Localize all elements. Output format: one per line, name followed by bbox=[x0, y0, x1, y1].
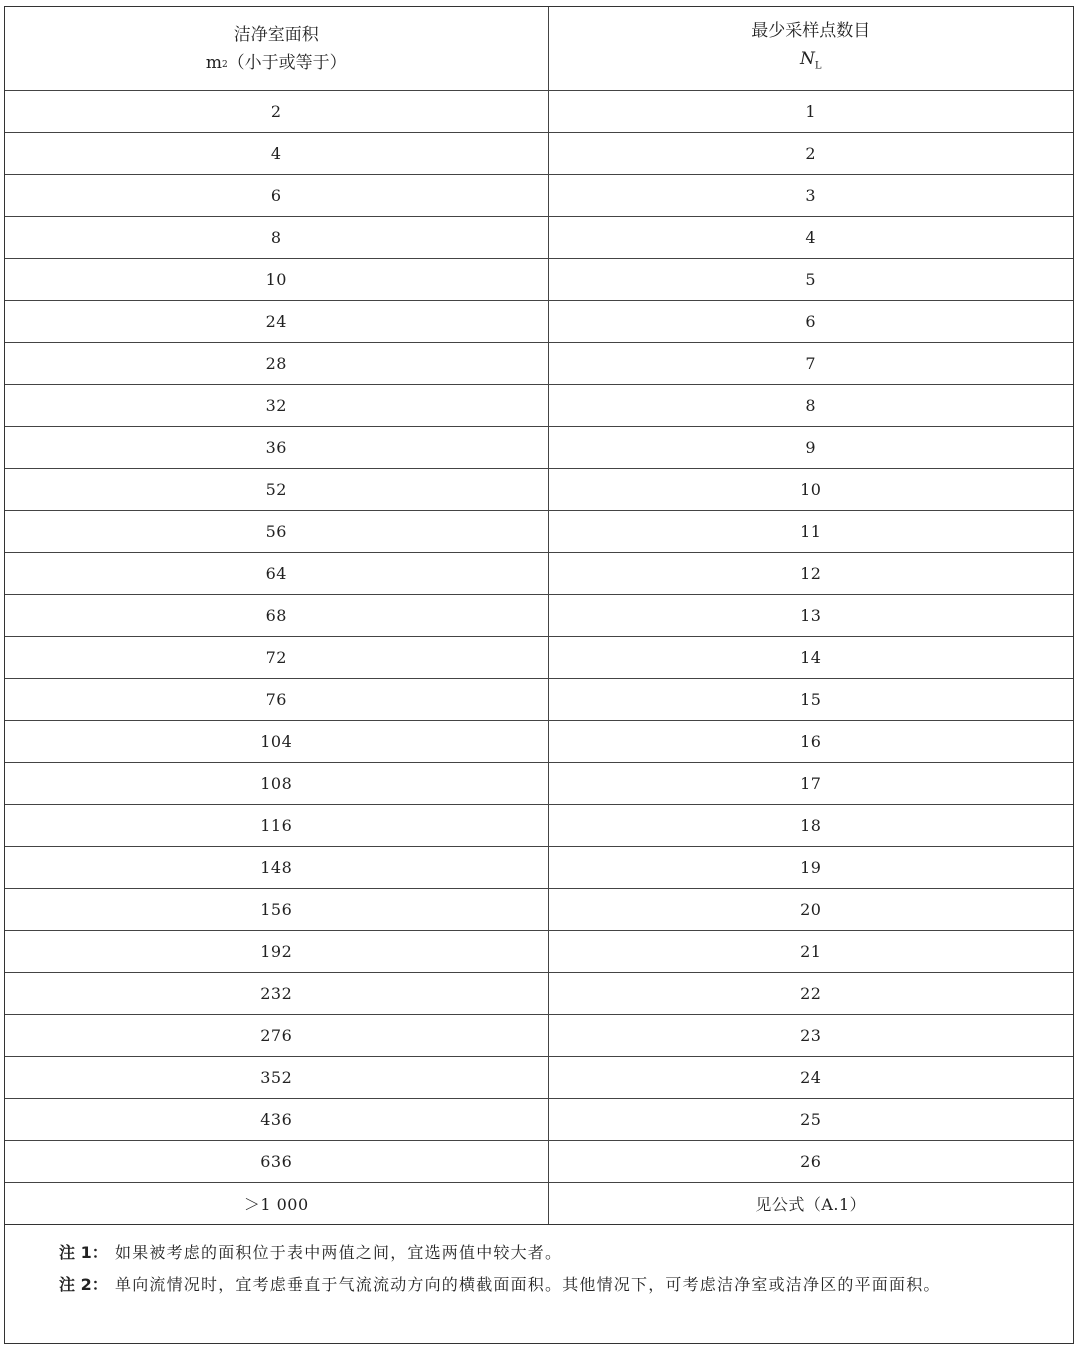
cell-area: 36 bbox=[5, 427, 548, 469]
table-row bbox=[5, 553, 1073, 595]
table-header-row bbox=[5, 7, 1073, 91]
sampling-points-table bbox=[5, 7, 1073, 1225]
cell-points: 2 bbox=[548, 133, 1073, 175]
note-2 bbox=[59, 1269, 1069, 1301]
cell-points: 9 bbox=[548, 427, 1073, 469]
cell-points: 17 bbox=[548, 763, 1073, 805]
table-row bbox=[5, 175, 1073, 217]
table-row bbox=[5, 469, 1073, 511]
table-row bbox=[5, 805, 1073, 847]
cell-points: 26 bbox=[548, 1141, 1073, 1183]
cell-area: 32 bbox=[5, 385, 548, 427]
table-row bbox=[5, 385, 1073, 427]
table-row bbox=[5, 343, 1073, 385]
symbol-n: N bbox=[799, 48, 815, 69]
cell-area: 6 bbox=[5, 175, 548, 217]
notes bbox=[59, 1237, 1069, 1301]
cell-points: 11 bbox=[548, 511, 1073, 553]
cell-points: 15 bbox=[548, 679, 1073, 721]
table-row bbox=[5, 595, 1073, 637]
table-body bbox=[5, 91, 1073, 1225]
cell-points: 5 bbox=[548, 259, 1073, 301]
cell-points: 10 bbox=[548, 469, 1073, 511]
table-row bbox=[5, 217, 1073, 259]
cell-area: 24 bbox=[5, 301, 548, 343]
cell-points: 4 bbox=[548, 217, 1073, 259]
cell-area: 436 bbox=[5, 1099, 548, 1141]
note-2-label: 注 2： bbox=[59, 1275, 108, 1294]
cell-area: 156 bbox=[5, 889, 548, 931]
table-row bbox=[5, 763, 1073, 805]
cell-area: ＞1 000 bbox=[5, 1183, 548, 1225]
unit-sup: 2 bbox=[221, 59, 228, 70]
cell-area: 276 bbox=[5, 1015, 548, 1057]
header-area bbox=[5, 7, 548, 91]
table-row bbox=[5, 427, 1073, 469]
table-row bbox=[5, 301, 1073, 343]
cell-area: 52 bbox=[5, 469, 548, 511]
table-row bbox=[5, 721, 1073, 763]
cell-area: 10 bbox=[5, 259, 548, 301]
cell-points: 7 bbox=[548, 343, 1073, 385]
cell-points: 6 bbox=[548, 301, 1073, 343]
table-row bbox=[5, 91, 1073, 133]
header-points-symbol bbox=[549, 45, 1074, 80]
table-row bbox=[5, 1099, 1073, 1141]
cell-area: 352 bbox=[5, 1057, 548, 1099]
cell-points: 12 bbox=[548, 553, 1073, 595]
cell-points: 25 bbox=[548, 1099, 1073, 1141]
table-row bbox=[5, 1141, 1073, 1183]
cell-area: 116 bbox=[5, 805, 548, 847]
unit-m: m bbox=[205, 52, 222, 73]
cell-area: 2 bbox=[5, 91, 548, 133]
header-area-unit bbox=[5, 49, 548, 77]
cell-points: 22 bbox=[548, 973, 1073, 1015]
table-row bbox=[5, 931, 1073, 973]
cell-points: 8 bbox=[548, 385, 1073, 427]
cell-points: 3 bbox=[548, 175, 1073, 217]
table-row bbox=[5, 1057, 1073, 1099]
symbol-sub: L bbox=[814, 60, 822, 72]
note-2-text: 单向流情况时，宜考虑垂直于气流流动方向的横截面面积。其他情况下，可考虑洁净室或洁净区的平面面积。 bbox=[115, 1275, 941, 1294]
cell-points: 16 bbox=[548, 721, 1073, 763]
cell-points: 24 bbox=[548, 1057, 1073, 1099]
cell-area: 104 bbox=[5, 721, 548, 763]
note-1 bbox=[59, 1237, 1069, 1269]
cell-area: 4 bbox=[5, 133, 548, 175]
table-row bbox=[5, 847, 1073, 889]
cell-points: 14 bbox=[548, 637, 1073, 679]
note-1-label: 注 1： bbox=[59, 1243, 108, 1262]
cell-area: 28 bbox=[5, 343, 548, 385]
table-row bbox=[5, 889, 1073, 931]
cell-points: 19 bbox=[548, 847, 1073, 889]
header-points-title: 最少采样点数目 bbox=[751, 20, 871, 41]
cell-points: 20 bbox=[548, 889, 1073, 931]
cell-points: 21 bbox=[548, 931, 1073, 973]
cell-area: 232 bbox=[5, 973, 548, 1015]
cell-area: 68 bbox=[5, 595, 548, 637]
cell-area: 56 bbox=[5, 511, 548, 553]
table-row bbox=[5, 511, 1073, 553]
unit-qualifier: （小于或等于） bbox=[227, 52, 347, 73]
table-row bbox=[5, 1183, 1073, 1225]
header-area-title: 洁净室面积 bbox=[233, 24, 319, 45]
cell-points: 18 bbox=[548, 805, 1073, 847]
table-row bbox=[5, 259, 1073, 301]
cell-area: 192 bbox=[5, 931, 548, 973]
cell-area: 64 bbox=[5, 553, 548, 595]
cell-area: 108 bbox=[5, 763, 548, 805]
table-row bbox=[5, 1015, 1073, 1057]
cell-points: 13 bbox=[548, 595, 1073, 637]
cell-points: 见公式（A.1） bbox=[548, 1183, 1073, 1225]
cell-area: 72 bbox=[5, 637, 548, 679]
cell-area: 76 bbox=[5, 679, 548, 721]
cell-area: 8 bbox=[5, 217, 548, 259]
table-frame bbox=[4, 6, 1074, 1344]
cell-points: 23 bbox=[548, 1015, 1073, 1057]
table-row bbox=[5, 679, 1073, 721]
table-row bbox=[5, 637, 1073, 679]
table-row bbox=[5, 973, 1073, 1015]
note-1-text: 如果被考虑的面积位于表中两值之间，宜选两值中较大者。 bbox=[115, 1243, 563, 1262]
table-row bbox=[5, 133, 1073, 175]
cell-points: 1 bbox=[548, 91, 1073, 133]
cell-area: 636 bbox=[5, 1141, 548, 1183]
header-points bbox=[548, 7, 1073, 91]
cell-area: 148 bbox=[5, 847, 548, 889]
